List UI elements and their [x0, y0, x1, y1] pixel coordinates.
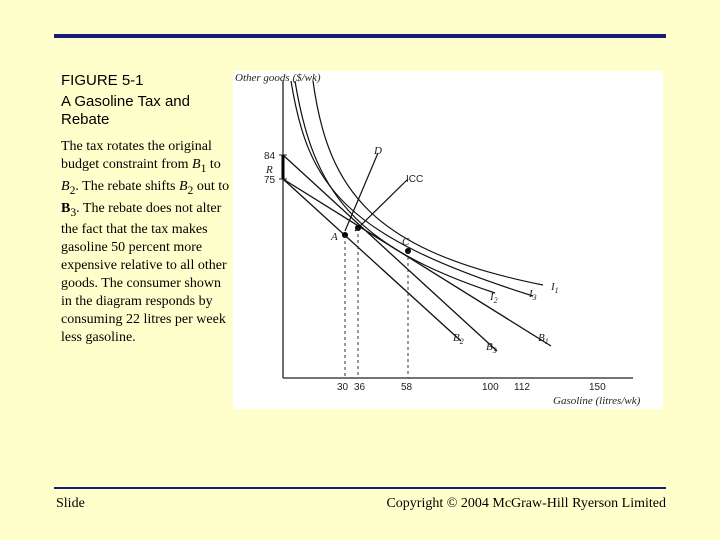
caption-text: The tax rotates the original budget constraint from: [61, 139, 212, 172]
label-i3: $I_3$: [529, 288, 537, 302]
x-tick-30: 30: [337, 382, 349, 393]
y-tick-75: 75: [264, 175, 276, 186]
indifference-curve-i2: [295, 81, 495, 293]
indifference-curve-i3: [291, 81, 533, 296]
figure-caption: [61, 138, 233, 347]
caption-text: to: [206, 157, 221, 172]
caption-b1-sub: 1: [200, 161, 207, 175]
x-tick-112: 112: [514, 382, 530, 393]
point-label-a: A: [331, 231, 338, 243]
figure-number: FIGURE 5-1: [61, 72, 144, 89]
caption-b1: B: [192, 157, 201, 172]
label-i2: $I_2$: [490, 291, 498, 305]
caption-b2-sub: 2: [187, 183, 194, 197]
x-tick-36: 36: [354, 382, 366, 393]
x-tick-100: 100: [482, 382, 499, 393]
caption-text: out to: [193, 178, 230, 194]
diagram-svg: [233, 71, 663, 409]
label-b1: $B_1$: [538, 332, 549, 346]
top-rule: [54, 34, 666, 38]
x-tick-150: 150: [589, 382, 606, 393]
point-label-d: D: [374, 145, 382, 157]
icc-label: ICC: [406, 174, 424, 185]
label-b2: $B_2$: [453, 332, 464, 346]
caption-b3-sub: 3: [70, 205, 77, 219]
budget-line-b3: [283, 155, 497, 351]
figure-title-block: [61, 72, 231, 132]
caption-b2: B: [61, 178, 70, 194]
x-axis-label: Gasoline (litres/wk): [553, 395, 641, 407]
income-consumption-curve: [345, 153, 378, 231]
label-i1: $I_1$: [551, 281, 559, 295]
bottom-rule: [54, 487, 666, 489]
point-label-c: C: [402, 236, 410, 248]
indifference-curve-i1: [313, 81, 543, 285]
x-tick-58: 58: [401, 382, 413, 393]
caption-b2-sub: 2: [69, 183, 76, 197]
figure-title: A Gasoline Tax and Rebate: [61, 93, 190, 128]
label-b3: $B_3$: [486, 341, 497, 355]
budget-constraint-diagram: [233, 71, 663, 409]
caption-b3: B: [61, 200, 71, 216]
footer-slide-label: Slide: [56, 496, 85, 511]
point-label-r: R: [266, 164, 273, 176]
budget-line-b1: [283, 179, 551, 346]
footer-copyright: Copyright © 2004 McGraw-Hill Ryerson Limited: [386, 496, 666, 511]
y-tick-84: 84: [264, 151, 276, 162]
caption-text: . The rebate shifts: [75, 178, 179, 194]
y-axis-label: Other goods ($/wk): [235, 72, 321, 84]
caption-text: . The rebate does not alter the fact that the tax makes gasoline 50 percent more expensive relative to all other goods. The consumer shown in the diagram responds by consuming 22 litres per week less gasoline.: [61, 200, 227, 346]
caption-b2: B: [178, 178, 188, 194]
